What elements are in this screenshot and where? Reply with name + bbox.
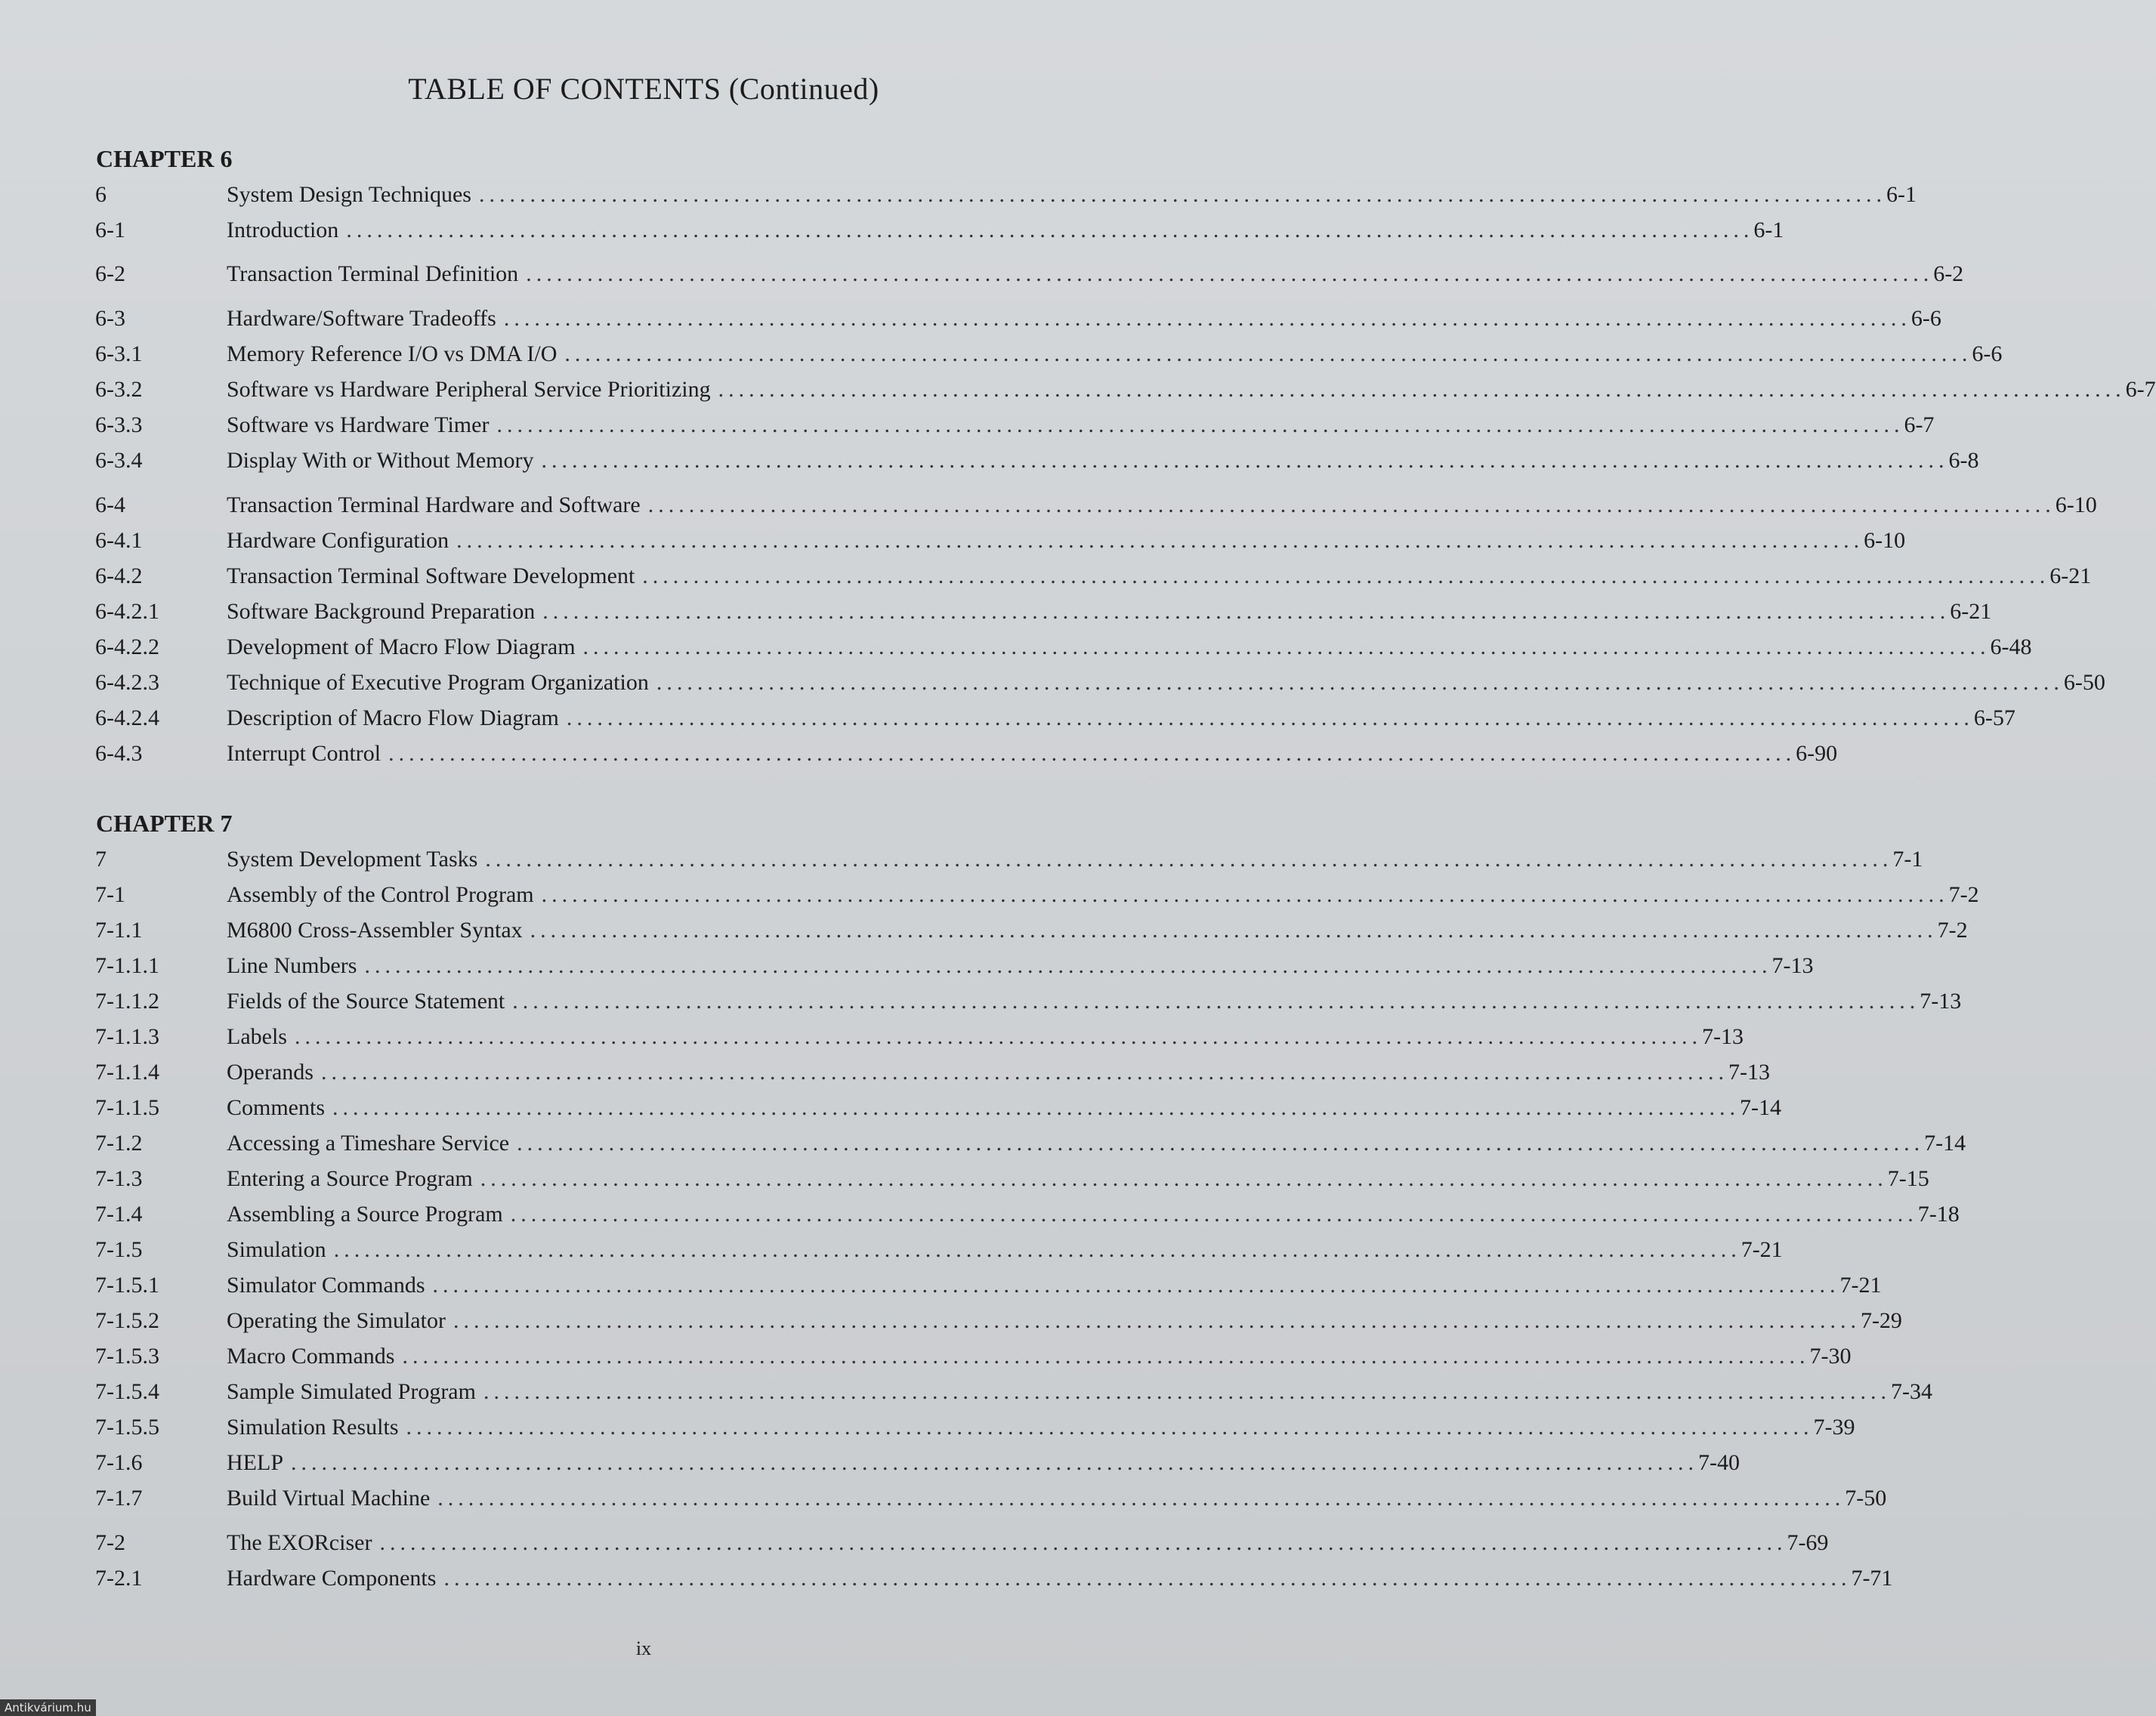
dot-leader: .......................................................................................................................................... <box>566 705 1974 730</box>
toc-section-number: 6-3.1 <box>95 341 143 366</box>
toc-title: Build Virtual Machine <box>227 1486 431 1511</box>
toc-entry <box>95 739 1838 769</box>
toc-page-number: 7-30 <box>1809 1344 1852 1369</box>
toc-section-number: 6-4.2.3 <box>95 670 159 695</box>
toc-section-number: 6-3.2 <box>95 377 143 402</box>
dot-leader: .......................................................................................................................................... <box>478 182 1886 207</box>
toc-title: Memory Reference I/O vs DMA I/O <box>227 341 558 366</box>
toc-section-number: 6-4.3 <box>95 741 143 766</box>
toc-entry <box>95 1483 1887 1514</box>
toc-section-number: 7 <box>95 847 107 872</box>
dot-leader: .......................................................................................................................................... <box>530 918 1938 943</box>
dot-leader: .......................................................................................................................................... <box>333 1237 1741 1262</box>
toc-entry <box>95 259 1964 289</box>
dot-leader: .......................................................................................................................................... <box>512 989 1920 1014</box>
toc-entry <box>95 490 2097 520</box>
dot-leader: .......................................................................................................................................... <box>485 847 1893 872</box>
toc-entry <box>95 1270 1882 1301</box>
toc-entry <box>95 1164 1929 1194</box>
toc-section-number: 7-1.5.4 <box>95 1379 159 1404</box>
toc-entry <box>95 1235 1783 1265</box>
dot-leader: .......................................................................................................................................... <box>483 1379 1891 1404</box>
dot-leader: .......................................................................................................................................... <box>379 1530 1787 1555</box>
dot-leader: .......................................................................................................................................... <box>437 1486 1846 1511</box>
toc-page-number: 6-6 <box>1910 306 1941 331</box>
toc-title: Software vs Hardware Timer <box>227 412 490 437</box>
toc-page-number: 6-1 <box>1886 182 1917 207</box>
dot-leader: .......................................................................................................................................... <box>364 953 1772 978</box>
toc-page-number: 6-8 <box>1948 448 1979 473</box>
toc-section-number: 6-4 <box>95 492 125 517</box>
watermark-logo: Antikvárium.hu <box>0 1699 96 1716</box>
toc-title: HELP <box>227 1450 283 1475</box>
dot-leader: .......................................................................................................................................... <box>496 412 1904 437</box>
toc-entry <box>95 1412 1855 1443</box>
toc-section-number: 7-1.5.2 <box>95 1308 159 1333</box>
toc-section-number: 6-3 <box>95 306 125 331</box>
toc-section-number: 7-2 <box>95 1530 125 1555</box>
toc-title: Sample Simulated Program <box>227 1379 476 1404</box>
toc-title: Transaction Terminal Hardware and Software <box>227 492 641 517</box>
toc-title: Software vs Hardware Peripheral Service Prioritizing <box>227 377 711 402</box>
toc-section-number: 7-1.3 <box>95 1166 143 1191</box>
toc-title: Technique of Executive Program Organization <box>227 670 649 695</box>
toc-title: Operating the Simulator <box>227 1308 446 1333</box>
toc-title: Hardware Configuration <box>227 528 449 553</box>
toc-entry <box>95 180 1917 210</box>
toc-page-number: 6-6 <box>1972 341 2003 366</box>
toc-section-number: 6-4.2.1 <box>95 599 159 624</box>
toc-section-number: 7-1.1 <box>95 918 143 943</box>
toc-page-number: 6-21 <box>1950 599 1992 624</box>
dot-leader: .......................................................................................................................................... <box>503 306 1911 331</box>
toc-entry <box>95 526 1906 556</box>
toc-page-number: 7-71 <box>1851 1566 1893 1591</box>
dot-leader: .......................................................................................................................................... <box>406 1415 1814 1440</box>
toc-page-number: 7-1 <box>1892 847 1923 872</box>
toc-section-number: 7-1.1.5 <box>95 1095 159 1120</box>
toc-entry <box>95 844 1923 875</box>
toc-title: Comments <box>227 1095 326 1120</box>
dot-leader: .......................................................................................................................................... <box>542 599 1951 624</box>
toc-entry <box>95 1563 1893 1594</box>
toc-page-number: 7-2 <box>1948 882 1979 907</box>
toc-page-number: 7-21 <box>1839 1273 1882 1298</box>
toc-title: Assembling a Source Program <box>227 1202 503 1227</box>
toc-entry <box>95 668 2105 698</box>
toc-title: Description of Macro Flow Diagram <box>227 705 559 730</box>
toc-page-number: 7-69 <box>1787 1530 1829 1555</box>
toc-section-number: 7-1.4 <box>95 1202 143 1227</box>
toc-section-number: 7-1.1.4 <box>95 1060 159 1085</box>
toc-page-number: 7-14 <box>1924 1131 1966 1156</box>
dot-leader: .......................................................................................................................................... <box>656 670 2064 695</box>
chapter-heading: CHAPTER 6 <box>96 145 233 172</box>
toc-page-number: 6-10 <box>2055 492 2097 517</box>
dot-leader: .......................................................................................................................................... <box>320 1060 1728 1085</box>
toc-page-number: 7-13 <box>1920 989 1962 1014</box>
toc-title: System Design Techniques <box>227 182 471 207</box>
toc-page-number: 7-39 <box>1813 1415 1855 1440</box>
toc-page-number: 7-18 <box>1917 1202 1960 1227</box>
toc-page-number: 7-15 <box>1887 1166 1929 1191</box>
toc-entry <box>95 1377 1932 1407</box>
toc-page-number: 7-40 <box>1698 1450 1740 1475</box>
toc-entry <box>95 1057 1770 1088</box>
toc-page-number: 6-48 <box>1990 634 2032 659</box>
toc-title: Simulation <box>227 1237 326 1262</box>
toc-title: Software Background Preparation <box>227 599 536 624</box>
toc-entry <box>95 703 2015 733</box>
toc-entry <box>95 561 2092 591</box>
dot-leader: .......................................................................................................................................... <box>642 563 2050 588</box>
toc-section-number: 6-4.2.4 <box>95 705 159 730</box>
toc-section-number: 6-4.2.2 <box>95 634 159 659</box>
toc-title: The EXORciser <box>227 1530 372 1555</box>
toc-title: Simulation Results <box>227 1415 399 1440</box>
toc-section-number: 7-1.1.3 <box>95 1024 159 1049</box>
toc-entry <box>95 215 1784 245</box>
toc-page-number: 6-7 <box>1904 412 1935 437</box>
toc-entry <box>95 1093 1782 1123</box>
toc-section-number: 7-1.2 <box>95 1131 143 1156</box>
toc-title: Labels <box>227 1024 287 1049</box>
toc-page-number: 7-14 <box>1740 1095 1782 1120</box>
dot-leader: .......................................................................................................................................... <box>517 1131 1925 1156</box>
toc-section-number: 6-4.2 <box>95 563 143 588</box>
toc-entry <box>95 597 1992 627</box>
toc-entry <box>95 1199 1960 1230</box>
toc-page-number: 7-29 <box>1860 1308 1902 1333</box>
toc-section-number: 6-4.1 <box>95 528 143 553</box>
toc-entry <box>95 1306 1902 1336</box>
toc-section-number: 7-1.5.1 <box>95 1273 159 1298</box>
toc-title: Simulator Commands <box>227 1273 425 1298</box>
toc-section-number: 6-3.3 <box>95 412 143 437</box>
dot-leader: .......................................................................................................................................... <box>647 492 2056 517</box>
dot-leader: .......................................................................................................................................... <box>564 341 1972 366</box>
dot-leader: .......................................................................................................................................... <box>526 261 1934 286</box>
toc-section-number: 7-1.7 <box>95 1486 143 1511</box>
toc-entry <box>95 446 1979 476</box>
chapter-heading: CHAPTER 7 <box>96 810 233 837</box>
toc-entry <box>95 339 2003 369</box>
toc-section-number: 6-3.4 <box>95 448 143 473</box>
toc-title: Display With or Without Memory <box>227 448 534 473</box>
toc-title: Line Numbers <box>227 953 357 978</box>
dot-leader: .......................................................................................................................................... <box>453 1308 1861 1333</box>
toc-page-number: 7-21 <box>1741 1237 1783 1262</box>
toc-entry <box>95 1341 1852 1372</box>
toc-title: System Development Tasks <box>227 847 478 872</box>
toc-page-number: 7-13 <box>1771 953 1814 978</box>
dot-leader: .......................................................................................................................................... <box>346 218 1754 242</box>
dot-leader: .......................................................................................................................................... <box>402 1344 1810 1369</box>
toc-entry <box>95 986 1962 1017</box>
toc-page-number: 6-21 <box>2049 563 2092 588</box>
dot-leader: .......................................................................................................................................... <box>388 741 1796 766</box>
toc-section-number: 6-1 <box>95 218 125 242</box>
toc-section-number: 7-1 <box>95 882 125 907</box>
toc-title: Hardware Components <box>227 1566 437 1591</box>
toc-page-number: 6-2 <box>1933 261 1964 286</box>
toc-title: Entering a Source Program <box>227 1166 473 1191</box>
toc-page-number: 6-90 <box>1796 741 1838 766</box>
dot-leader: .......................................................................................................................................... <box>432 1273 1840 1298</box>
toc-page-number: 6-7 <box>2125 377 2156 402</box>
toc-section-number: 7-1.1.1 <box>95 953 159 978</box>
toc-title: Transaction Terminal Definition <box>227 261 519 286</box>
dot-leader: .......................................................................................................................................... <box>510 1202 1918 1227</box>
toc-title: Assembly of the Control Program <box>227 882 534 907</box>
dot-leader: .......................................................................................................................................... <box>456 528 1864 553</box>
dot-leader: .......................................................................................................................................... <box>294 1024 1702 1049</box>
toc-section-number: 7-1.5.3 <box>95 1344 159 1369</box>
toc-section-number: 7-1.1.2 <box>95 989 159 1014</box>
dot-leader: .......................................................................................................................................... <box>291 1450 1698 1475</box>
toc-title: Development of Macro Flow Diagram <box>227 634 576 659</box>
toc-entry <box>95 1022 1744 1052</box>
toc-page-number: 6-1 <box>1753 218 1784 242</box>
toc-page-number: 7-50 <box>1845 1486 1887 1511</box>
toc-title: Hardware/Software Tradeoffs <box>227 306 496 331</box>
toc-entry <box>95 880 1979 910</box>
toc-page-number: 6-10 <box>1864 528 1906 553</box>
toc-page-number: 7-2 <box>1937 918 1968 943</box>
toc-title: Interrupt Control <box>227 741 381 766</box>
toc-entry <box>95 410 1935 440</box>
toc-section-number: 7-1.6 <box>95 1450 143 1475</box>
toc-page-number: 7-13 <box>1728 1060 1770 1085</box>
toc-title: Fields of the Source Statement <box>227 989 505 1014</box>
page-title: TABLE OF CONTENTS (Continued) <box>408 72 879 106</box>
toc-title: Transaction Terminal Software Development <box>227 563 635 588</box>
toc-title: M6800 Cross-Assembler Syntax <box>227 918 523 943</box>
toc-entry <box>95 1128 1966 1159</box>
toc-section-number: 6-2 <box>95 261 125 286</box>
toc-entry <box>95 1448 1740 1478</box>
dot-leader: .......................................................................................................................................... <box>480 1166 1888 1191</box>
toc-title: Accessing a Timeshare Service <box>227 1131 510 1156</box>
toc-page-number: 6-50 <box>2063 670 2105 695</box>
dot-leader: .......................................................................................................................................... <box>541 448 1949 473</box>
toc-page-number: 7-34 <box>1890 1379 1932 1404</box>
toc-section-number: 6 <box>95 182 107 207</box>
toc-entry <box>95 304 1941 334</box>
toc-title: Introduction <box>227 218 339 242</box>
toc-title: Macro Commands <box>227 1344 395 1369</box>
toc-page-number: 6-57 <box>1973 705 2015 730</box>
toc-section-number: 7-1.5 <box>95 1237 143 1262</box>
toc-entry <box>95 375 2156 405</box>
toc-entry <box>95 951 1814 981</box>
toc-page-number: 7-13 <box>1701 1024 1744 1049</box>
toc-entry <box>95 1528 1829 1558</box>
page-number: ix <box>635 1637 652 1659</box>
dot-leader: .......................................................................................................................................... <box>332 1095 1741 1120</box>
toc-title: Operands <box>227 1060 314 1085</box>
dot-leader: .......................................................................................................................................... <box>718 377 2126 402</box>
dot-leader: .......................................................................................................................................... <box>443 1566 1852 1591</box>
dot-leader: .......................................................................................................................................... <box>582 634 1991 659</box>
toc-entry <box>95 915 1968 946</box>
toc-entry <box>95 632 2032 662</box>
toc-section-number: 7-1.5.5 <box>95 1415 159 1440</box>
toc-section-number: 7-2.1 <box>95 1566 143 1591</box>
dot-leader: .......................................................................................................................................... <box>541 882 1949 907</box>
